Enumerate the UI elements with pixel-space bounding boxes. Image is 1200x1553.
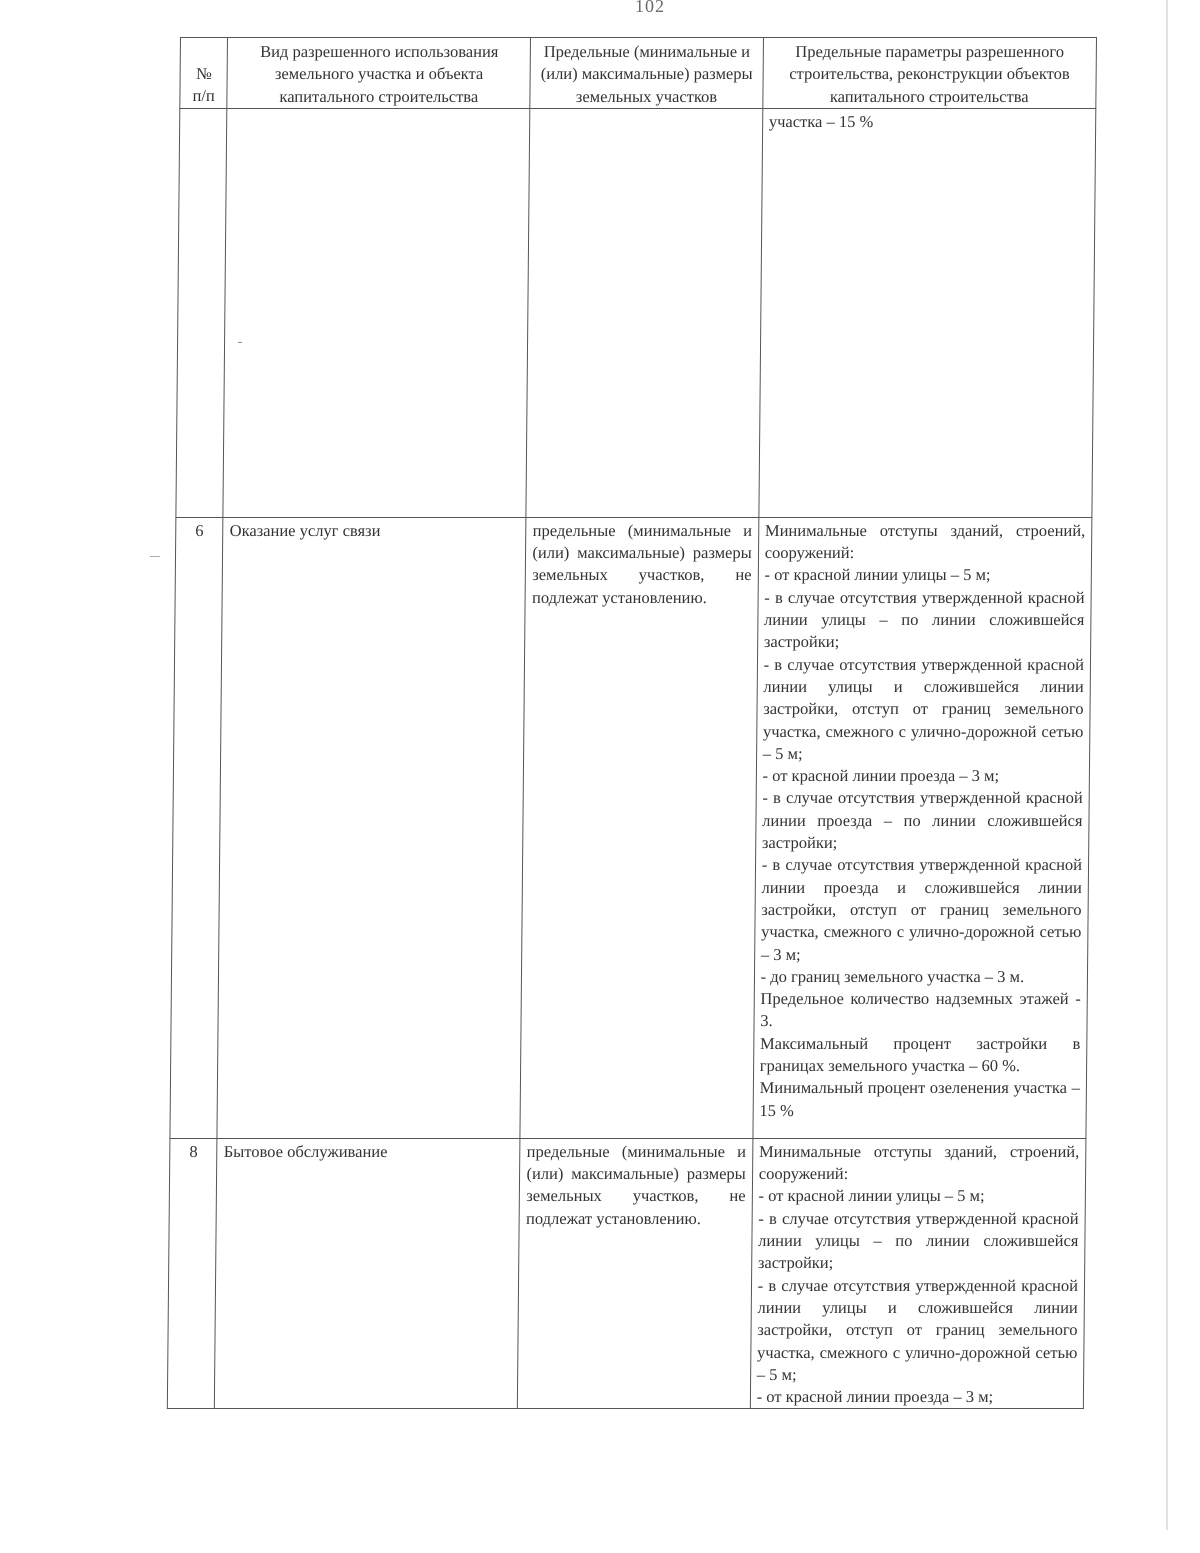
param-line: - от красной линии проезда – 3 м; xyxy=(762,766,1000,786)
scan-edge-line xyxy=(1166,0,1168,1530)
cell-params xyxy=(753,517,1092,1138)
table-row xyxy=(170,517,1092,1138)
size-text: предельные (минимальные и (или) максимальные) размеры земельных участков, не подлежат установлению. xyxy=(531,520,753,607)
param-line: - в случае отсутствия утвержденной красной линии улицы и сложившейся линии застройки, отступ от границ земельного участка, смежного с улично-дорожной сетью – 5 м; xyxy=(762,654,1085,763)
param-line: Минимальные отступы зданий, строений, сооружений: xyxy=(764,520,1086,563)
land-use-table xyxy=(167,37,1097,1409)
header-use: Вид разрешенного использования земельного участка и объекта капитального строительства xyxy=(227,38,531,109)
param-line: - от красной линии улицы – 5 м; xyxy=(758,1186,985,1206)
cell-size xyxy=(518,1138,753,1409)
header-num-line2: п/п xyxy=(192,86,215,106)
param-line: Предельное количество надземных этажей - 3. xyxy=(760,989,1081,1031)
param-line: - в случае отсутствия утвержденной красной линии улицы и сложившейся линии застройки, отступ от границ земельного участка, смежного с улично-дорожной сетью – 5 м; xyxy=(756,1275,1079,1384)
margin-mark xyxy=(150,556,160,557)
header-params: Предельные параметры разрешенного строительства, реконструкции объектов капитального строительства xyxy=(763,38,1097,109)
header-num xyxy=(180,38,228,109)
param-line: Максимальный процент застройки в границах земельного участка – 60 %. xyxy=(759,1033,1081,1076)
cell-size-empty xyxy=(526,108,762,517)
cell-params xyxy=(750,1138,1086,1409)
size-text: предельные (минимальные и (или) максимальные) размеры земельных участков, не подлежат установлению. xyxy=(525,1141,747,1228)
scan-speck xyxy=(238,342,242,343)
cell-size xyxy=(520,517,758,1138)
params-continuation-text: участка – 15 % xyxy=(768,111,874,131)
header-num-line1: № xyxy=(195,64,212,83)
row-number: 6 xyxy=(195,520,204,540)
row-number: 8 xyxy=(189,1141,198,1161)
cell-use-empty xyxy=(223,108,530,517)
cell-use xyxy=(215,1138,521,1409)
param-line: Минимальный процент озеленения участка – 15 % xyxy=(759,1078,1081,1120)
param-line: - от красной линии улицы – 5 м; xyxy=(764,565,991,585)
table-header-row xyxy=(180,38,1097,109)
param-line: - в случае отсутствия утвержденной красной линии проезда и сложившейся линии застройки, отступ от границ земельного участка, смежного с улично-дорожной сетью – 3 м; xyxy=(760,855,1083,964)
use-type: Оказание услуг связи xyxy=(229,520,381,540)
param-line: - в случае отсутствия утвержденной красной линии проезда – по линии сложившейся застройки; xyxy=(761,788,1083,853)
use-type: Бытовое обслуживание xyxy=(223,1141,388,1161)
cell-num-empty xyxy=(176,108,227,517)
param-line: Минимальные отступы зданий, строений, сооружений: xyxy=(758,1141,1080,1184)
param-line: - в случае отсутствия утвержденной красной линии улицы – по линии сложившейся застройки; xyxy=(757,1208,1079,1273)
param-line: - в случае отсутствия утвержденной красной линии улицы – по линии сложившейся застройки; xyxy=(763,587,1085,652)
param-line: - до границ земельного участка – 3 м. xyxy=(760,966,1025,986)
cell-num xyxy=(170,517,223,1138)
page-number: 102 xyxy=(635,0,665,16)
table-row xyxy=(167,1138,1086,1409)
cell-params-continuation xyxy=(759,108,1096,517)
param-line: - от красной линии проезда – 3 м; xyxy=(756,1387,994,1407)
cell-num xyxy=(167,1138,217,1409)
table-row-continuation xyxy=(176,108,1096,517)
cell-use xyxy=(217,517,526,1138)
header-size: Предельные (минимальные и (или) максимальные) размеры земельных участков xyxy=(530,38,763,109)
